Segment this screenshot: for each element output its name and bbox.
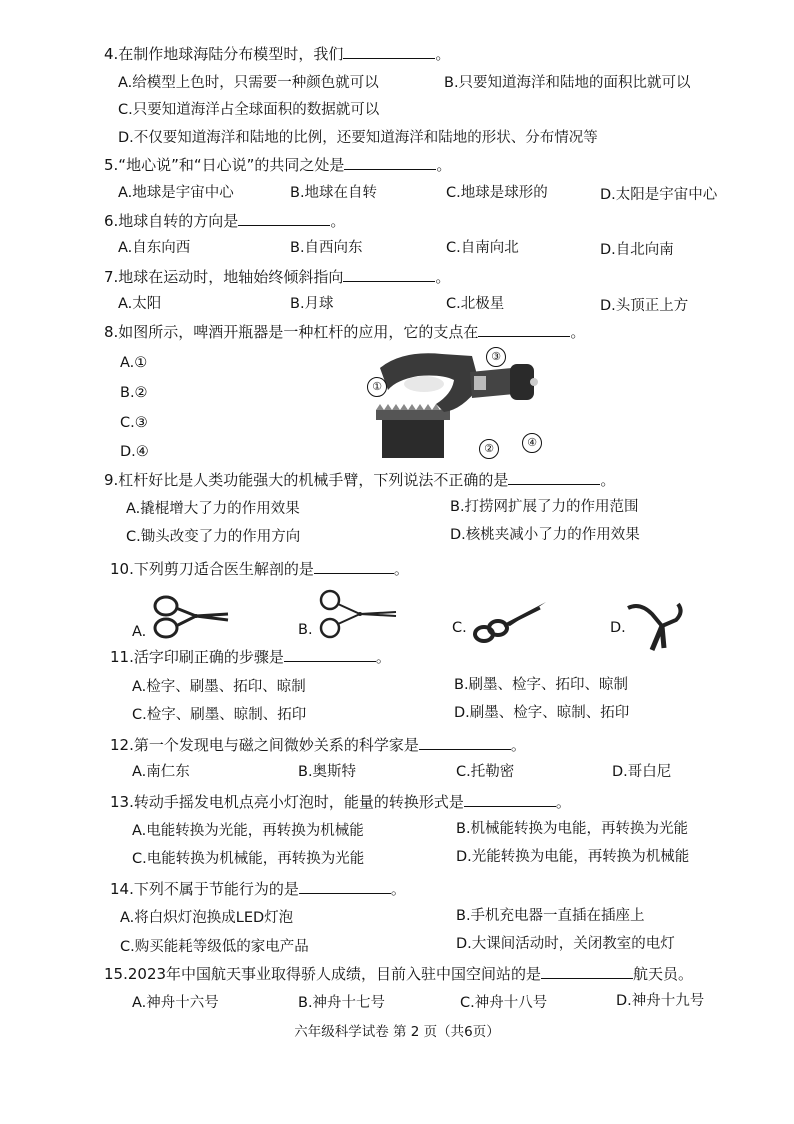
option-d: D.大课间活动时，关闭教室的电灯	[456, 936, 675, 952]
question-8-stem: 8.如图所示，啤酒开瓶器是一种杠杆的应用，它的支点在 。	[104, 323, 586, 341]
option-c: C.	[452, 620, 467, 636]
option-b: B.地球在自转	[290, 185, 378, 201]
option-c: C.只要知道海洋占全球面积的数据就可以	[118, 102, 380, 118]
option-d: D.自北向南	[600, 242, 674, 258]
answer-blank[interactable]	[541, 964, 633, 979]
question-5-stem: 5.“地心说”和“日心说”的共同之处是 。	[104, 156, 452, 174]
option-c: C.地球是球形的	[446, 185, 548, 201]
option-c: C.神舟十八号	[460, 995, 548, 1011]
question-7-stem: 7.地球在运动时，地轴始终倾斜指向 。	[104, 268, 451, 286]
option-b: B.机械能转换为电能，再转换为光能	[456, 821, 689, 837]
option-b: B.手机充电器一直插在插座上	[456, 908, 645, 924]
option-b: B.	[298, 622, 313, 638]
bottle-opener-figure	[362, 346, 552, 458]
option-a: A.撬棍增大了力的作用效果	[126, 501, 300, 517]
option-b: B.自西向东	[290, 240, 363, 256]
option-c: C.托勒密	[456, 764, 515, 780]
question-10-stem: 10.下列剪刀适合医生解剖的是 。	[110, 560, 409, 578]
option-a: A.南仁东	[132, 764, 190, 780]
answer-blank[interactable]	[238, 211, 330, 226]
option-d: D.光能转换为电能，再转换为机械能	[456, 849, 690, 865]
option-d: D.神舟十九号	[616, 993, 705, 1009]
option-d: D.④	[120, 444, 149, 460]
question-13-stem: 13.转动手摇发电机点亮小灯泡时，能量的转换形式是 。	[110, 793, 571, 811]
question-4-stem: 4.在制作地球海陆分布模型时，我们 。	[104, 45, 451, 63]
option-a: A.神舟十六号	[132, 995, 219, 1011]
option-a: A.①	[120, 355, 148, 371]
answer-blank[interactable]	[314, 559, 394, 574]
option-d: D.	[610, 620, 626, 636]
option-a: A.自东向西	[118, 240, 191, 256]
answer-blank[interactable]	[508, 470, 600, 485]
option-c: C.电能转换为机械能，再转换为光能	[132, 851, 365, 867]
option-a: A.检字、刷墨、拓印、晾制	[132, 679, 306, 695]
option-b: B.②	[120, 385, 148, 401]
option-c: C.检字、刷墨、晾制、拓印	[132, 707, 307, 723]
option-a: A.给模型上色时，只需要一种颜色就可以	[118, 75, 379, 91]
option-c: C.购买能耗等级低的家电产品	[120, 939, 309, 955]
scissors-b-icon	[314, 588, 398, 642]
scissors-d-icon	[622, 600, 688, 654]
option-b: B.只要知道海洋和陆地的面积比就可以	[444, 75, 691, 91]
answer-blank[interactable]	[464, 792, 556, 807]
option-a: A.将白炽灯泡换成LED灯泡	[120, 910, 294, 926]
option-d: D.哥白尼	[612, 764, 672, 780]
option-d: D.不仅要知道海洋和陆地的比例，还要知道海洋和陆地的形状、分布情况等	[118, 130, 598, 146]
question-15-stem: 15.2023年中国航天事业取得骄人成绩，目前入驻中国空间站的是 航天员。	[104, 965, 694, 983]
scissors-c-icon	[470, 598, 550, 646]
page-footer: 六年级科学试卷 第 2 页（共6页）	[294, 1024, 500, 1040]
answer-blank[interactable]	[343, 44, 435, 59]
option-b: B.神舟十七号	[298, 995, 386, 1011]
marker-1: ①	[367, 377, 387, 397]
answer-blank[interactable]	[344, 155, 436, 170]
option-c: C.③	[120, 415, 148, 431]
answer-blank[interactable]	[478, 322, 570, 337]
option-d: D.刷墨、检字、晾制、拓印	[454, 705, 630, 721]
answer-blank[interactable]	[299, 879, 391, 894]
option-a: A.电能转换为光能，再转换为机械能	[132, 823, 364, 839]
option-a: A.太阳	[118, 296, 162, 312]
question-14-stem: 14.下列不属于节能行为的是 。	[110, 880, 406, 898]
question-9-stem: 9.杠杆好比是人类功能强大的机械手臂，下列说法不正确的是 。	[104, 471, 616, 489]
question-11-stem: 11.活字印刷正确的步骤是 。	[110, 648, 391, 666]
marker-4: ④	[522, 433, 542, 453]
option-b: B.奥斯特	[298, 764, 357, 780]
option-b: B.月球	[290, 296, 334, 312]
option-d: D.头顶正上方	[600, 298, 689, 314]
option-d: D.核桃夹减小了力的作用效果	[450, 527, 640, 543]
option-c: C.北极星	[446, 296, 505, 312]
answer-blank[interactable]	[284, 647, 376, 662]
option-b: B.打捞网扩展了力的作用范围	[450, 499, 639, 515]
answer-blank[interactable]	[419, 735, 511, 750]
option-c: C.锄头改变了力的作用方向	[126, 529, 301, 545]
answer-blank[interactable]	[343, 267, 435, 282]
marker-2: ②	[479, 439, 499, 459]
option-c: C.自南向北	[446, 240, 519, 256]
question-6-stem: 6.地球自转的方向是 。	[104, 212, 346, 230]
marker-3: ③	[486, 347, 506, 367]
option-b: B.刷墨、检字、拓印、晾制	[454, 677, 629, 693]
scissors-a-icon	[150, 592, 230, 640]
option-d: D.太阳是宇宙中心	[600, 187, 718, 203]
question-12-stem: 12.第一个发现电与磁之间微妙关系的科学家是 。	[110, 736, 526, 754]
option-a: A.地球是宇宙中心	[118, 185, 234, 201]
option-a: A.	[132, 624, 147, 640]
